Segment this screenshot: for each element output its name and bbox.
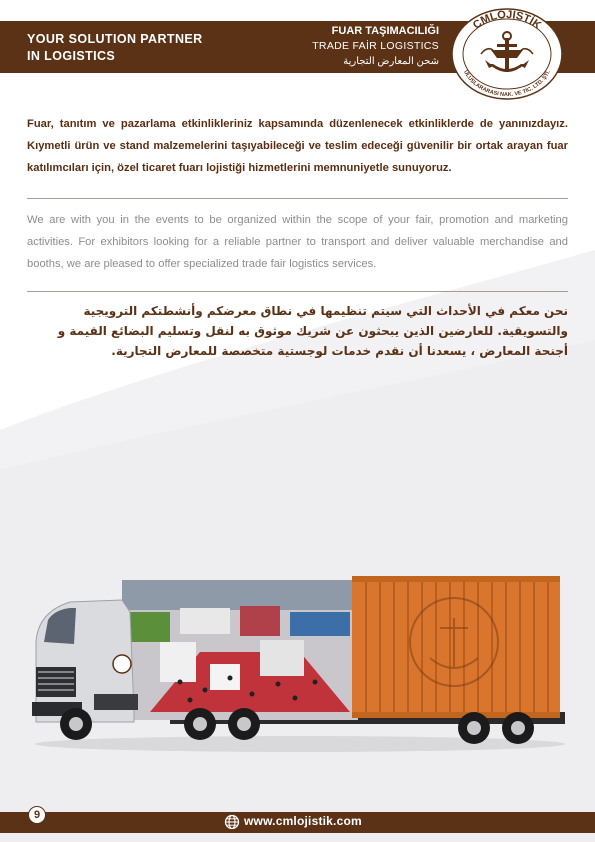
paragraph-turkish: Fuar, tanıtım ve pazarlama etkinlikleriniz kapsamında düzenlenecek etkinliklerde de yanınızdayız. Kıymetli ürün ve stand malzemelerini taşıyabileceği ve teslim edeceği güvenilir bir ortak arayan fuar katılımcıları için, özel ticaret fuarı lojistiği hizmetlerini memnuniyetle sunuyoruz. (27, 118, 568, 174)
paragraph-english: We are with you in the events to be organized within the scope of your fair, promotion and marketing activities. For exhibitors looking for a reliable partner to transport and deliver valuable merchandise and booths, we are pleased to offer specialized trade fair logistics services. (27, 214, 568, 270)
globe-icon (224, 814, 240, 830)
logo-subtitle-text: ULUSLARARASI NAK. VE TİC. LTD. ŞTİ. (462, 69, 552, 99)
company-logo (451, 8, 563, 100)
logo-brand-text: CMLOJİSTİK (470, 8, 544, 32)
service-title-ar: شحن المعارض التجارية (343, 56, 439, 67)
truck-cab (32, 600, 138, 722)
truck-illustration (30, 572, 570, 762)
website-link[interactable]: www.cmlojistik.com (244, 814, 362, 828)
footer-bar (0, 812, 595, 833)
service-title-tr: FUAR TAŞIMACILIĞI (331, 25, 439, 37)
divider (27, 291, 568, 292)
service-title (312, 24, 439, 69)
divider (27, 198, 568, 199)
tagline (27, 31, 203, 65)
tagline-line1: YOUR SOLUTION PARTNER (27, 32, 203, 46)
paragraph-arabic: نحن معكم في الأحداث التي سيتم تنظيمها في نطاق معرضكم وأنشطتكم الترويجية والتسويقية. للعارضين الذين يبحثون عن شريك موثوق به لنقل وتسليم البضائع القيمة و أجنحة المعارض ، يسعدنا أن نقدم خدمات لوجستية متخصصة للمعارض التجارية. (57, 304, 568, 358)
tagline-line2: IN LOGISTICS (27, 49, 116, 63)
page-number: 9 (28, 806, 46, 824)
trade-fair-photo (122, 580, 358, 720)
service-title-en: TRADE FAİR LOGISTICS (312, 40, 439, 52)
shipping-container (352, 576, 560, 718)
